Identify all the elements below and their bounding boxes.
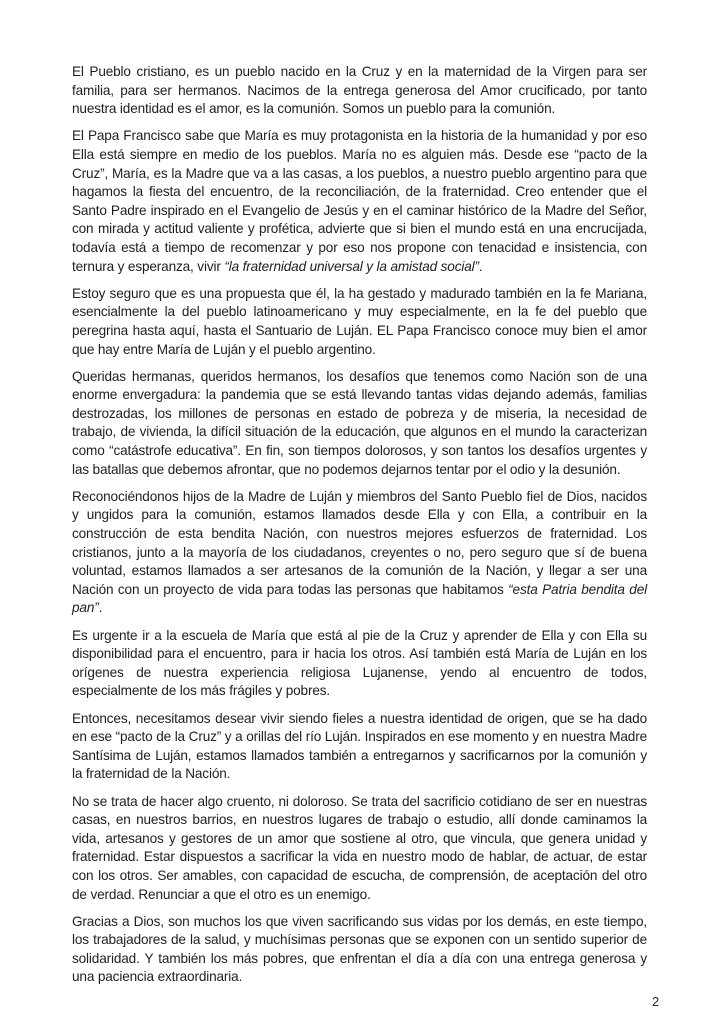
paragraph-5 <box>72 488 647 618</box>
paragraph-4 <box>72 368 647 480</box>
paragraph-3 <box>72 285 647 359</box>
paragraph-text: Gracias a Dios, son muchos los que viven sacrificando sus vidas por los demás, en este tiempo, los trabajadores de la salud, y muchísimas personas que se exponen con un sentido superior de solidaridad. Y también los más pobres, que enfrentan el día a día con una entrega generosa y una paciencia extraordinaria. <box>72 913 647 985</box>
paragraph-2 <box>72 127 647 276</box>
paragraph-text: El Pueblo cristiano, es un pueblo nacido en la Cruz y en la maternidad de la Virgen para ser familia, para ser hermanos. Nacimos de la entrega generosa del Amor crucificado, por tanto nuestra identidad es el amor, es la comunión. Somos un pueblo para la comunión. <box>72 64 647 117</box>
paragraph-tail: . <box>478 258 483 274</box>
italic-quote: “esta Patria bendita del pan” <box>72 581 647 616</box>
page-number: 2 <box>652 994 660 1009</box>
paragraph-tail: . <box>98 600 103 616</box>
paragraph-text: Es urgente ir a la escuela de María que está al pie de la Cruz y aprender de Ella y con Ella su disponibilidad para el encuentro, para ir hacia los otros. Así también está María de Luján en los orígenes de nuestra experiencia religiosa Lujanense, yendo al encuentro de todos, especialmente de los más frágiles y pobres. <box>72 627 647 699</box>
paragraph-8 <box>72 793 647 905</box>
paragraph-text: Queridas hermanas, queridos hermanos, los desafíos que tenemos como Nación son de una enorme envergadura: la pandemia que se está llevando tantas vidas dejando además, familias destrozadas, los millones de personas en estado de pobreza y de miseria, la necesidad de trabajo, de vivienda, la difícil situación de la educación, que algunos en el mundo la caracterizan como “catástrofe educativa”. En fin, son tiempos dolorosos, y son tantos los desafíos urgentes y las batallas que debemos afrontar, que no podemos dejarnos tentar por el odio y la desunión. <box>72 368 647 477</box>
paragraph-text: Estoy seguro que es una propuesta que él, la ha gestado y madurado también en la fe Mariana, esencialmente la del pueblo latinoamericano y muy especialmente, en la fe del pueblo que peregrina hasta aquí, hasta el Santuario de Luján. EL Papa Francisco conoce muy bien el amor que hay entre María de Luján y el pueblo argentino. <box>72 285 647 357</box>
document-body <box>72 63 647 996</box>
italic-quote: “la fraternidad universal y la amistad social” <box>224 258 479 274</box>
paragraph-9 <box>72 913 647 987</box>
paragraph-7 <box>72 710 647 784</box>
paragraph-6 <box>72 627 647 701</box>
paragraph-text: Entonces, necesitamos desear vivir siendo fieles a nuestra identidad de origen, que se ha dado en ese “pacto de la Cruz” y a orillas del río Luján. Inspirados en ese momento y en nuestra Madre Santísima de Luján, estamos llamados también a entregarnos y sacrificarnos por la comunión y la fraternidad de la Nación. <box>72 710 647 782</box>
paragraph-text: No se trata de hacer algo cruento, ni doloroso. Se trata del sacrificio cotidiano de ser en nuestras casas, en nuestros barrios, en nuestros lugares de trabajo o estudio, allí donde caminamos la vida, artesanos y gestores de un amor que sostiene al otro, que vincula, que genera unidad y fraternidad. Estar dispuestos a sacrificar la vida en nuestro modo de hablar, de actuar, de estar con los otros. Ser amables, con capacidad de escucha, de comprensión, de aceptación del otro de verdad. Renunciar a que el otro es un enemigo. <box>72 793 647 902</box>
paragraph-text: El Papa Francisco sabe que María es muy protagonista en la historia de la humanidad y por eso Ella está siempre en medio de los pueblos. María no es alguien más. Desde ese “pacto de la Cruz”, María, es la Madre que va a las casas, a los pueblos, a nuestro pueblo argentino para que hagamos la fiesta del encuentro, de la reconciliación, de la fraternidad. Creo entender que el Santo Padre inspirado en el Evangelio de Jesús y en el caminar histórico de la Madre del Señor, con mirada y actitud valiente y profética, advierte que si bien el mundo está en una encrucijada, todavía está a tiempo de recomenzar y por eso nos propone con tenacidad e insistencia, con ternura y esperanza, vivir <box>72 128 647 274</box>
paragraph-text: Reconociéndonos hijos de la Madre de Luján y miembros del Santo Pueblo fiel de Dios, nacidos y ungidos para la comunión, estamos llamados desde Ella y con Ella, a contribuir en la construcción de esta bendita Nación, con nuestros mejores esfuerzos de fraternidad. Los cristianos, junto a la mayoría de los ciudadanos, creyentes o no, pero seguro que sí de buena voluntad, estamos llamados a ser artesanos de la comunión de la Nación, y llegar a ser una Nación con un proyecto de vida para todas las personas que habitamos <box>72 488 647 597</box>
paragraph-1 <box>72 63 647 119</box>
